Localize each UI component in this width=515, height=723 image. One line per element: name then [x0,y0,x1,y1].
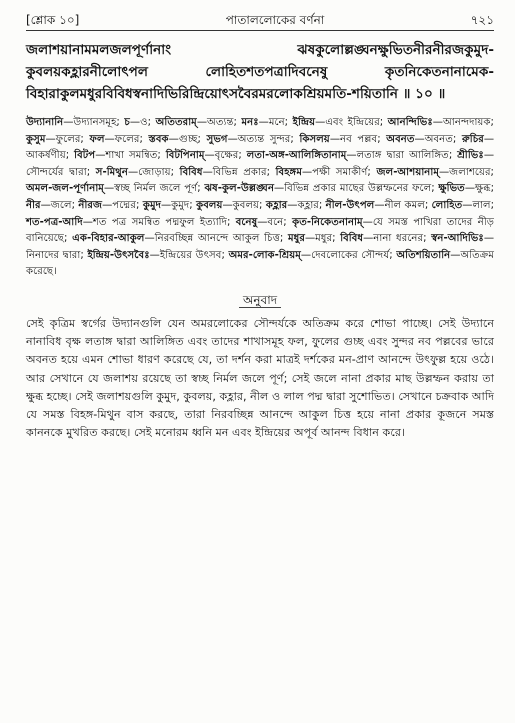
word-meaning: মনে; [268,117,293,128]
word-meaning: কহ্লার; [297,199,326,211]
word-meaning: বনে; [267,216,293,228]
word-term: শত-পত্র-আদি [26,216,83,228]
page-header [26,10,494,31]
word-term: বিবিধ [340,233,364,245]
word-meaning: অবনত; [424,133,462,145]
word-meaning: নানা ধরনের; [373,233,432,245]
word-term: এক-বিহার-আকুল [72,233,145,245]
word-meaning: কুমুদ; [171,199,197,211]
word-meaning: বৃক্ষের; [214,150,247,162]
page [26,10,494,442]
word-term: নীল-উৎপল [325,199,375,211]
word-term: উদ্যানানি [26,117,64,128]
word-term: অবনত [386,133,415,145]
word-meaning: স্বচ্ছ নির্মল জলে পূর্ণ; [114,183,205,195]
translation-text: সেই কৃত্রিম স্বর্গের উদ্যানগুলি যেন অমরলোকের সৌন্দর্যকে অতিক্রম করে শোভা পাচ্ছে। সেই উদ্যানে নানাবিধ বৃক্ষ লতাঙ্গ দ্বারা আলিঙ্গিত এবং তাদের শাখাসমূহ ফল, ফুলের গুচ্ছ এবং সুন্দর নব পল্লবের ভারে অবনত হয়ে এমন শোভা ধারণ করেছে যে, তা দর্শন করা মাত্রই দর্শকের মন-প্রাণ আনন্দে উৎফুল্ল হয়ে ওঠে। আর সেখানে যে জলাশয় রয়েছে তা স্বচ্ছ নির্মল জলে পূর্ণ; সেই জলে নানা প্রকার মাছ উল্লম্ফন করায় তা ক্ষুব্ধ হচ্ছে। সেই জলাশয়গুলি কুমুদ, কুবলয়, কহ্লার, নীল ও লাল পদ্ম দ্বারা সুশোভিত। সেখানে চক্রবাক আদি যে সমস্ত বিহঙ্গ-মিথুন বাস করছে, তারা নিরবচ্ছিন্ন আনন্দে আকুল চিত্ত হয়ে নানা প্রকার কূজনে সমস্ত কাননকে মুখরিত করছে। সেই মনোরম ধ্বনি মন এবং ইন্দ্রিয়ের অপূর্ব আনন্দ বিধান করে। [26,316,494,440]
word-term: বিটপ [74,150,96,162]
word-term: বনেষু [235,216,258,228]
word-term: লতা-অঙ্গ-আলিঙ্গিতানাম্ [246,150,347,162]
word-meaning: সৌন্দর্যের দ্বারা; [26,166,96,178]
word-meaning: দেবলোকের সৌন্দর্য; [311,249,397,261]
header-verse-number: [শ্লোক ১০] [26,13,80,27]
word-meaning: বিভিন্ন প্রকার মাছের উল্লম্ফনের ফলে; [284,183,439,195]
word-meaning: অত্যন্ত সুন্দর; [237,133,300,145]
word-term: ঝষ-কুল-উল্লঙ্ঘন [204,183,275,195]
word-meaning: পদ্মের; [112,199,143,211]
word-term: মনঃ [241,117,259,128]
word-meaning: বিভিন্ন প্রকার; [212,166,276,178]
word-term: বিবিধ [179,166,203,178]
word-term: কহ্লার [265,199,288,211]
word-meaning: পক্ষী সমাকীর্ণ; [312,166,377,178]
word-term: কুমুদ [142,199,161,211]
translation-heading: অনুবাদ [26,291,494,309]
word-term: কুবলয় [196,199,223,211]
word-for-word-meanings: উদ্যানানি—উদ্যানসমূহ; চ—ও; অতিতরাম্—অত্যন্ত; মনঃ—মনে; ইন্দ্রিয়—এবং ইন্দ্রিয়ের; আনন্দিভিঃ—আনন্দদায়ক; কুসুম—ফুলের; ফল—ফলের; স্তবক—গুচ্ছ; সুভগ—অত্যন্ত সুন্দর; কিসলয়—নব পল্লব; অবনত—অবনত; রুচির—আকর্ষণীয়; বিটপ—শাখা সমন্বিত; বিটপিনাম্—বৃক্ষের; লতা-অঙ্গ-আলিঙ্গিতানাম্—লতাঙ্গ দ্বারা আলিঙ্গিত; শ্রীভিঃ—সৌন্দর্যের দ্বারা; স-মিথুন—জোড়ায়; বিবিধ—বিভিন্ন প্রকার; বিহঙ্গম—পক্ষী সমাকীর্ণ; জল-আশয়ানাম্—জলাশয়ের; অমল-জল-পূর্ণানাম্—স্বচ্ছ নির্মল জলে পূর্ণ; ঝষ-কুল-উল্লঙ্ঘন—বিভিন্ন প্রকার মাছের উল্লম্ফনের ফলে; ক্ষুভিত—ক্ষুব্ধ; নীর—জলে; নীরজ—পদ্মের; কুমুদ—কুমুদ; কুবলয়—কুবলয়; কহ্লার—কহ্লার; নীল-উৎপল—নীল কমল; লোহিত—লাল; শত-পত্র-আদি—শত পত্র সমন্বিত পদ্মফুল ইত্যাদি; বনেষু—বনে; কৃত-নিকেতনানাম্—যে সমস্ত পাখিরা তাদের নীড় বানিয়েছে; এক-বিহার-আকুল—নিরবচ্ছিন্ন আনন্দে আকুল চিত্ত; মধুর—মধুর; বিবিধ—নানা ধরনের; স্বন-আদিভিঃ—নিনাদের দ্বারা; ইন্দ্রিয়-উৎসবৈঃ—ইন্দ্রিয়ের উৎসব; অমর-লোক-শ্রিয়ম্—দেবলোকের সৌন্দর্য; অতিশয়িতানি—অতিক্রম করেছে। [26,117,495,278]
word-term: অমর-লোক-শ্রিয়ম্ [228,249,301,261]
word-meaning: ও; [140,117,156,128]
word-term: বিটপিনাম্ [165,150,205,162]
word-term: স্তবক [148,133,169,145]
header-page-number: ৭২১ [470,13,494,27]
word-meaning: উদ্যানসমূহ; [73,117,125,128]
header-chapter-title: পাতাললোকের বর্ণনা [225,13,325,27]
word-meaning: গুচ্ছ; [178,133,207,145]
word-term: শ্রীভিঃ [457,150,484,162]
word-meaning: আনন্দদায়ক; [442,117,494,128]
word-term: মধুর [287,233,305,245]
word-meaning: আকর্ষণীয়; [26,150,75,162]
word-meaning: শত পত্র সমন্বিত পদ্মফুল ইত্যাদি; [92,216,236,228]
word-term: রুচির [461,133,484,145]
word-term: ইন্দ্রিয় [292,117,316,128]
word-term: আনন্দিভিঃ [387,117,433,128]
word-meaning: লতাঙ্গ দ্বারা আলিঙ্গিত; [356,150,458,162]
word-meaning: লাল; [472,199,495,211]
word-meaning: ফুলের; [55,133,90,145]
word-term: নীর [26,199,41,211]
word-term: ইন্দ্রিয়-উৎসবৈঃ [87,249,150,261]
word-meaning: নব পল্লব; [340,133,387,145]
word-term: অতিতরাম্ [155,117,197,128]
word-meaning: নিরবচ্ছিন্ন আনন্দে আকুল চিত্ত; [154,233,288,245]
word-term: চ [124,117,130,128]
word-meaning: ইন্দ্রিয়ের উৎসব; [159,249,229,261]
word-term: অতিশয়িতানি [396,249,451,261]
word-meaning: এবং ইন্দ্রিয়ের; [325,117,388,128]
word-meaning: কুবলয়; [232,199,266,211]
word-term: কিসলয় [299,133,330,145]
word-term: লোহিত [431,199,463,211]
word-meaning: মধুর; [315,233,341,245]
word-term: সুভগ [206,133,228,145]
word-term: অমল-জল-পূর্ণানাম্ [26,183,104,195]
word-meaning: অতিক্রম করেছে। [26,249,494,278]
word-term: বিহঙ্গম [275,166,302,178]
word-meaning: ক্ষুব্ধ; [475,183,494,195]
word-meaning: জোড়ায়; [138,166,180,178]
word-term: ফল [89,133,105,145]
word-meaning: যে সমস্ত পাখিরা তাদের নীড় বানিয়েছে; [26,216,495,245]
sanskrit-verse: জলাশয়ানামমলজলপূর্ণানাং ঝষকুলোল্লঙ্ঘনক্ষুভিতনীরনীরজকুমুদ-কুবলয়কহ্লারনীলোৎপল লোহিতশতপত্রাদিবনেষু কৃতনিকেতনানামেক-বিহারাকুলমধুরবিবিধস্বনাদিভিরিন্দ্রিয়োৎসবৈরমরলোকশ্রিয়মতি-শয়িতানি ॥ ১০ ॥ [26,42,494,102]
word-meaning: ফলের; [114,133,149,145]
word-term: স-মিথুন [95,166,128,178]
word-meaning: নিনাদের দ্বারা; [26,249,88,261]
word-term: স্বন-আদিভিঃ [431,233,484,245]
word-meaning: অত্যন্ত; [207,117,242,128]
word-term: কুসুম [26,133,46,145]
word-term: নীরজ [78,199,103,211]
word-meaning: নীল কমল; [384,199,432,211]
word-meaning: জলে; [50,199,79,211]
word-term: কৃত-নিকেতনানাম্ [292,216,363,228]
word-meaning: শাখা সমন্বিত; [105,150,166,162]
word-term: ক্ষুভিত [438,183,465,195]
word-meaning: জলাশয়ের; [449,166,494,178]
word-term: জল-আশয়ানাম্ [376,166,439,178]
